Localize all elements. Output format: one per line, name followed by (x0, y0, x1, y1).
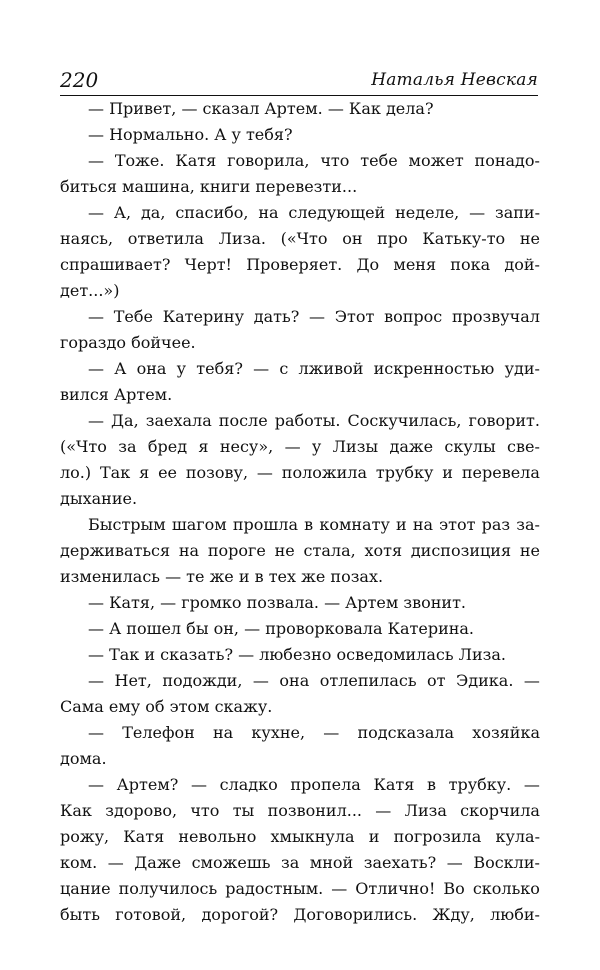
word: — (88, 671, 104, 690)
word: дать? (253, 307, 300, 326)
word: здорово, (105, 801, 178, 820)
body-text (60, 96, 540, 928)
word: Жду, (432, 905, 475, 924)
word: кухне, (251, 723, 306, 742)
word: — (252, 671, 269, 690)
text-line (60, 252, 540, 278)
text-line (60, 538, 540, 564)
word: («Что (280, 229, 328, 248)
text-line (60, 200, 540, 226)
word: Эдика. (456, 671, 514, 690)
word: — (309, 307, 326, 326)
word: диспозиция (410, 541, 512, 560)
text-line (60, 356, 540, 382)
word: искренностью (373, 359, 495, 378)
text-line: биться машина, книги перевезти... (60, 177, 358, 196)
word: что (320, 151, 350, 170)
word: запи- (495, 203, 540, 222)
word: бред (147, 437, 188, 456)
word: наясь, (60, 229, 114, 248)
word: Катьку-то (422, 229, 506, 248)
word: дой- (504, 255, 540, 274)
word: Нет, (114, 671, 152, 690)
word: ты (232, 801, 255, 820)
word: прошла (232, 515, 299, 534)
word: за- (516, 515, 540, 534)
text-line (60, 850, 540, 876)
text-line: Сама ему об этом скажу. (60, 697, 273, 716)
word: — (323, 723, 340, 742)
word: от (427, 671, 446, 690)
word: сможешь (191, 853, 271, 872)
word: не (274, 541, 295, 560)
word: дорогой? (201, 905, 279, 924)
word: Катерину (162, 307, 244, 326)
word: Соскучилась, (347, 411, 462, 430)
word: уди- (504, 359, 540, 378)
text-line (60, 512, 540, 538)
word: на (178, 541, 200, 560)
word: Катя (123, 827, 165, 846)
page-header (60, 66, 538, 94)
word: за (280, 853, 300, 872)
word: да, (140, 203, 166, 222)
word: рожу, (60, 827, 110, 846)
word: не (519, 229, 540, 248)
word: — (256, 463, 273, 482)
word: Воскли- (473, 853, 540, 872)
text-line (60, 720, 540, 746)
word: Катя (373, 775, 415, 794)
word: — (107, 853, 124, 872)
word: Артем? (116, 775, 179, 794)
word: на (258, 203, 279, 222)
word: быть (60, 905, 100, 924)
word: невольно (178, 827, 257, 846)
word: за (118, 437, 137, 456)
text-line (60, 408, 540, 434)
word: Тебе (113, 307, 153, 326)
word: — (375, 801, 392, 820)
word: раз (481, 515, 511, 534)
text-line (60, 434, 540, 460)
word: хозяйка (472, 723, 540, 742)
word: хотя (364, 541, 403, 560)
word: Как (60, 801, 92, 820)
word: Этот (334, 307, 375, 326)
word: шагом (171, 515, 227, 534)
word: про (377, 229, 408, 248)
word: Отлично! (355, 879, 436, 898)
text-line: — Катя, — громко позвала. — Артем звонит. (88, 593, 467, 612)
word: Черт! (184, 255, 232, 274)
text-line: — Привет, — сказал Артем. — Как дела? (88, 99, 434, 118)
word: положила (281, 463, 367, 482)
word: све- (507, 437, 540, 456)
word: Лиза (404, 801, 447, 820)
word: Договорились. (293, 905, 418, 924)
word: Во (443, 879, 465, 898)
word: после (218, 411, 268, 430)
word: Лизы (332, 437, 379, 456)
word: пропела (290, 775, 361, 794)
word: — (88, 307, 104, 326)
word: в (426, 775, 436, 794)
word: хмыкнула (270, 827, 355, 846)
word: на (412, 515, 434, 534)
word: отлепилась (319, 671, 417, 690)
word: лживой (298, 359, 364, 378)
word: этот (439, 515, 476, 534)
text-line: — А пошел бы он, — проворковала Катерина. (88, 619, 475, 638)
word: спасибо, (175, 203, 249, 222)
word: у (311, 437, 322, 456)
word: — (88, 723, 104, 742)
word: — (523, 671, 540, 690)
word: говорила, (227, 151, 310, 170)
word: следующей (288, 203, 386, 222)
text-line (60, 668, 540, 694)
word: А, (113, 203, 132, 222)
word: стала, (303, 541, 356, 560)
text-line (60, 824, 540, 850)
word: — (88, 151, 104, 170)
word: готовой, (115, 905, 187, 924)
word: несу», (219, 437, 274, 456)
word: позвонил... (267, 801, 362, 820)
word: Лиза. (218, 229, 266, 248)
text-line: — Так и сказать? — любезно осведомилась Лиза. (88, 645, 507, 664)
word: говорит. (468, 411, 540, 430)
word: прозвучал (451, 307, 540, 326)
text-line (60, 304, 540, 330)
word: ком. (60, 853, 98, 872)
word: Так (100, 463, 131, 482)
word: («Что (60, 437, 107, 456)
word: сладко (219, 775, 278, 794)
word: скорчила (460, 801, 540, 820)
word: тебя? (196, 359, 243, 378)
text-line: дыхание. (60, 489, 138, 508)
word: пороге (207, 541, 266, 560)
word: вопрос (384, 307, 443, 326)
word: ответила (127, 229, 204, 248)
word: может (408, 151, 464, 170)
word: понадо- (474, 151, 540, 170)
word: в (304, 515, 314, 534)
word: подожди, (162, 671, 243, 690)
word: кула- (495, 827, 540, 846)
word: и (442, 463, 453, 482)
text-line (60, 226, 540, 252)
word: что (190, 801, 220, 820)
page-number: 220 (60, 68, 99, 92)
word: комнату (319, 515, 390, 534)
word: Даже (134, 853, 182, 872)
word: заехала (145, 411, 212, 430)
word: он (342, 229, 363, 248)
word: — (88, 775, 104, 794)
word: неделе, (395, 203, 460, 222)
word: — (469, 203, 486, 222)
text-line (60, 148, 540, 174)
text-line: дет...») (60, 281, 120, 300)
word: она (279, 671, 310, 690)
word: Да, (111, 411, 139, 430)
word: — (190, 775, 207, 794)
word: я (198, 437, 209, 456)
word: пока (450, 255, 491, 274)
word: заехать? (363, 853, 437, 872)
word: мной (309, 853, 354, 872)
word: Быстрым (88, 515, 166, 534)
text-line: гораздо бойчее. (60, 333, 196, 352)
text-line: изменилась — те же и в тех же позах. (60, 567, 384, 586)
text-line (60, 902, 540, 928)
word: — (88, 359, 104, 378)
word: тебе (360, 151, 398, 170)
word: Катя (175, 151, 217, 170)
word: ло.) (60, 463, 92, 482)
word: даже (389, 437, 434, 456)
text-line (60, 772, 540, 798)
word: получилось (118, 879, 218, 898)
text-line: вился Артем. (60, 385, 173, 404)
word: работы. (274, 411, 341, 430)
word: До (356, 255, 380, 274)
word: Телефон (122, 723, 195, 742)
word: — (88, 203, 104, 222)
word: она (136, 359, 167, 378)
word: — (523, 775, 540, 794)
word: держиваться (60, 541, 171, 560)
word: и (368, 827, 380, 846)
word: я (139, 463, 150, 482)
word: спрашивает? (60, 255, 171, 274)
word: цание (60, 879, 111, 898)
word: погрозила (393, 827, 482, 846)
word: на (213, 723, 234, 742)
word: и (396, 515, 407, 534)
word: — (88, 411, 104, 430)
word: люби- (490, 905, 540, 924)
word: — (284, 437, 301, 456)
word: подсказала (357, 723, 455, 742)
running-title: Наталья Невская (371, 70, 538, 90)
word: — (446, 853, 463, 872)
word: радостным. (225, 879, 324, 898)
word: трубку. (448, 775, 512, 794)
text-line: дома. (60, 749, 107, 768)
word: Тоже. (114, 151, 165, 170)
word: А (114, 359, 127, 378)
word: скулы (444, 437, 496, 456)
word: трубку (375, 463, 434, 482)
word: не (519, 541, 540, 560)
text-line (60, 798, 540, 824)
word: у (176, 359, 187, 378)
word: с (279, 359, 289, 378)
word: — (253, 359, 270, 378)
text-line: — Нормально. А у тебя? (88, 125, 293, 144)
text-line (60, 460, 540, 486)
word: ее (158, 463, 177, 482)
word: Проверяет. (246, 255, 343, 274)
word: сколько (472, 879, 540, 898)
word: — (331, 879, 348, 898)
text-line (60, 876, 540, 902)
word: меня (393, 255, 437, 274)
word: перевела (461, 463, 540, 482)
word: позову, (185, 463, 249, 482)
